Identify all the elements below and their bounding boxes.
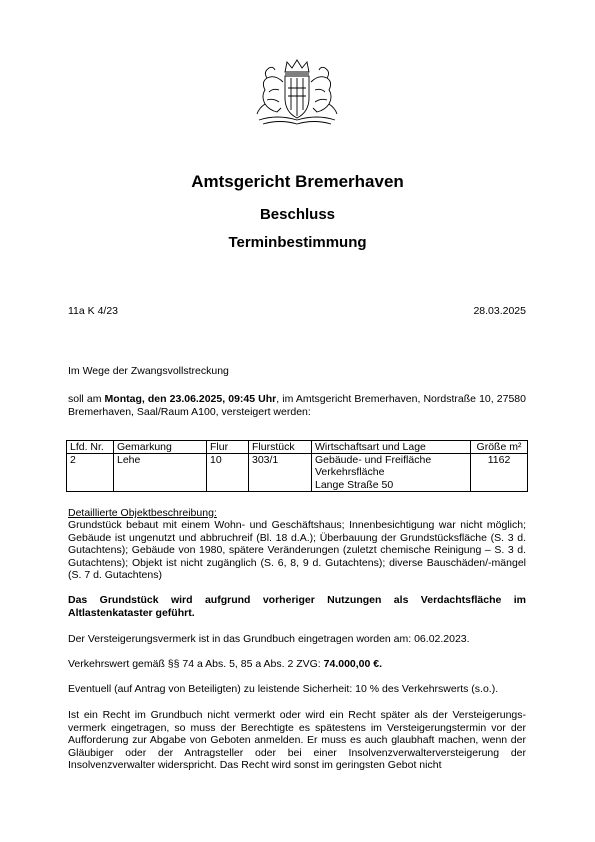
schedule-prefix: soll am [68, 393, 105, 405]
security-deposit-note: Eventuell (auf Antrag von Beteiligten) zu leistende Sicherheit: 10 % des Verkehrswerts (s.o.). [68, 683, 499, 695]
market-value-line [68, 658, 526, 671]
column-header: Wirtschaftsart und Lage [312, 441, 471, 454]
lage-line: Verkehrsfläche [315, 466, 385, 479]
schedule-suffix: , im Amtsgericht Bremerhaven, Nordstraße 10, 27580 Bremerhaven, Saal/Raum A100, versteigert werden: [68, 393, 526, 418]
market-value-amount: 74.000,00 €. [323, 658, 383, 670]
schedule-paragraph [68, 393, 526, 418]
detail-heading: Detaillierte Objektbeschreibung: [68, 507, 217, 519]
column-header: Lfd. Nr. [67, 441, 114, 454]
column-header: Flurstück [249, 441, 312, 454]
column-header: Flur [207, 441, 249, 454]
document-subtitle: Terminbestimmung [228, 234, 367, 251]
table-header-row [67, 441, 528, 454]
cell-flur: 10 [207, 454, 249, 492]
auction-date: Montag, den 23.06.2025, 09:45 Uhr [104, 393, 277, 405]
column-header: Gemarkung [114, 441, 207, 454]
cell-nr: 2 [67, 454, 114, 492]
intro-text: Im Wege der Zwangsvollstreckung [68, 365, 229, 377]
cell-lage [312, 454, 471, 492]
lage-line: Gebäude- und Freifläche [315, 454, 432, 467]
lage-line: Lange Straße 50 [315, 478, 394, 491]
court-name: Amtsgericht Bremerhaven [191, 172, 404, 191]
cell-gemarkung: Lehe [114, 454, 207, 492]
document-type: Beschluss [259, 206, 336, 223]
contamination-notice: Das Grundstück wird aufgrund vorheriger Nutzungen als Verdachtsfläche im Altlastenkataster geführt. [68, 594, 526, 619]
case-meta-row [68, 305, 526, 317]
market-value-prefix: Verkehrswert gemäß §§ 74 a Abs. 5, 85 a Abs. 2 ZVG: [68, 658, 324, 670]
registration-note: Der Versteigerungsvermerk ist in das Grundbuch eingetragen worden am: 06.02.2023. [68, 633, 470, 645]
column-header: Größe m² [471, 441, 528, 454]
cell-groesse: 1162 [471, 454, 528, 492]
cell-flurstueck: 303/1 [249, 454, 312, 492]
document-date: 28.03.2025 [473, 305, 526, 317]
table-row [67, 454, 528, 492]
rights-notice: Ist ein Recht im Grundbuch nicht vermerkt oder wird ein Recht später als der Versteigerungs-vermerk eingetragen, so muss der Berechtigte es spätestens im Versteigerungstermin vor der Aufforderung zur Abgabe von Geboten anmelden. Er muss es auch glaubhaft machen, wenn der Gläubiger oder der Antragsteller oder bei einer Insolvenzverwalterversteigerung der Insolvenzverwalter widerspricht. Das Recht wird sonst im geringsten Gebot nicht [68, 709, 526, 772]
detail-description: Grundstück bebaut mit einem Wohn- und Geschäftshaus; Innenbesichtigung war nicht möglich; Gebäude ist ungenutzt und abbruchreif (Bl. 18 d.A.); Überbauung der Grundstücksfläche (S. 3 d. Gutachtens); Gebäude von 1980, spätere Veränderungen (zuletzt chemische Reinigung – S. 3 d. Gutachtens); Objekt ist nicht zugänglich (S. 6, 8, 9 d. Gutachtens); diverse Bauschäden/-mängel (S. 7 d. Gutachtens) [68, 519, 526, 582]
bremerhaven-coat-of-arms-icon [247, 52, 347, 128]
case-number: 11a K 4/23 [68, 305, 119, 317]
property-table [66, 440, 528, 492]
